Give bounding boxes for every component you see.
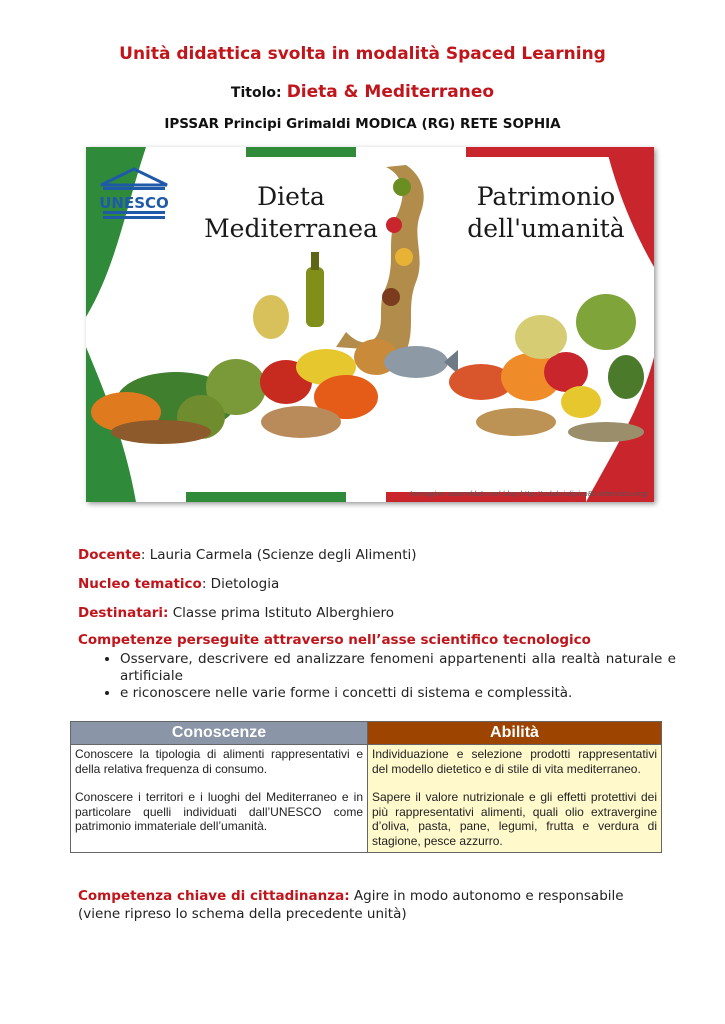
abilita-item: Sapere il valore nutrizionale e gli effetti protettivi dei più rappresentativi alimenti, quali olio extravergine d’oliva, pasta, pane, legumi, frutta e verdura di stagione, pesce azzurro. xyxy=(372,790,657,848)
page-title: Unità didattica svolta in modalità Spaced Learning xyxy=(119,44,606,64)
destinatari-value: Classe prima Istituto Alberghiero xyxy=(168,605,395,621)
nucleo-line xyxy=(78,576,279,592)
conoscenze-abilita-table xyxy=(70,721,662,853)
destinatari-line xyxy=(78,605,394,621)
conoscenze-item: Conoscere la tipologia di alimenti rappresentativi e della relativa frequenza di consumo. xyxy=(75,747,363,776)
chiave-value: Agire in modo autonomo e responsabile (viene ripreso lo schema della precedente unità) xyxy=(78,888,624,922)
list-item: • Osservare, descrivere ed analizzare fenomeni appartenenti alla realtà naturale e artificiale xyxy=(120,651,676,685)
banner-right-line-2: dell'umanità xyxy=(467,214,625,243)
competenza-chiave xyxy=(78,887,638,923)
competenze-title: Competenze perseguite attraverso nell’asse scientifico tecnologico xyxy=(78,632,591,648)
docente-value: : Lauria Carmela (Scienze degli Alimenti) xyxy=(140,547,417,563)
docente-key: Docente xyxy=(78,547,141,563)
unesco-logo-text: UNESCO xyxy=(99,194,169,212)
school-line: IPSSAR Principi Grimaldi MODICA (RG) RETE SOPHIA xyxy=(164,116,561,132)
banner-right-line-1: Patrimonio xyxy=(476,182,616,211)
abilita-item: Individuazione e selezione prodotti rappresentativi del modello dietetico e di stile di vita mediterraneo. xyxy=(372,747,657,776)
cell-conoscenze xyxy=(71,745,368,853)
banner-left-line-2: Mediterranea xyxy=(204,214,378,243)
cell-abilita xyxy=(368,745,662,853)
docente-line xyxy=(78,547,417,563)
subtitle xyxy=(0,82,725,102)
banner-left-line-1: Dieta xyxy=(257,182,325,211)
competenze-list xyxy=(100,651,676,702)
titolo-label: Titolo: xyxy=(230,85,282,101)
banner-credit: Immagine assemblata nel blog http://calabrialipica80.altervista.org/ xyxy=(409,490,648,498)
header-conoscenze: Conoscenze xyxy=(71,722,368,745)
nucleo-key: Nucleo tematico xyxy=(78,576,202,592)
conoscenze-item: Conoscere i territori e i luoghi del Mediterraneo e in particolare quelli individuati dall’UNESCO come patrimonio immateriale dell’umanità. xyxy=(75,790,363,833)
chiave-key: Competenza chiave di cittadinanza: xyxy=(78,888,350,904)
list-item: • e riconoscere nelle varie forme i concetti di sistema e complessità. xyxy=(120,685,676,702)
destinatari-key: Destinatari: xyxy=(78,605,169,621)
header-abilita: Abilità xyxy=(368,722,662,745)
banner-image xyxy=(86,147,654,502)
nucleo-value: : Dietologia xyxy=(201,576,280,592)
titolo-value: Dieta & Mediterraneo xyxy=(286,82,495,102)
